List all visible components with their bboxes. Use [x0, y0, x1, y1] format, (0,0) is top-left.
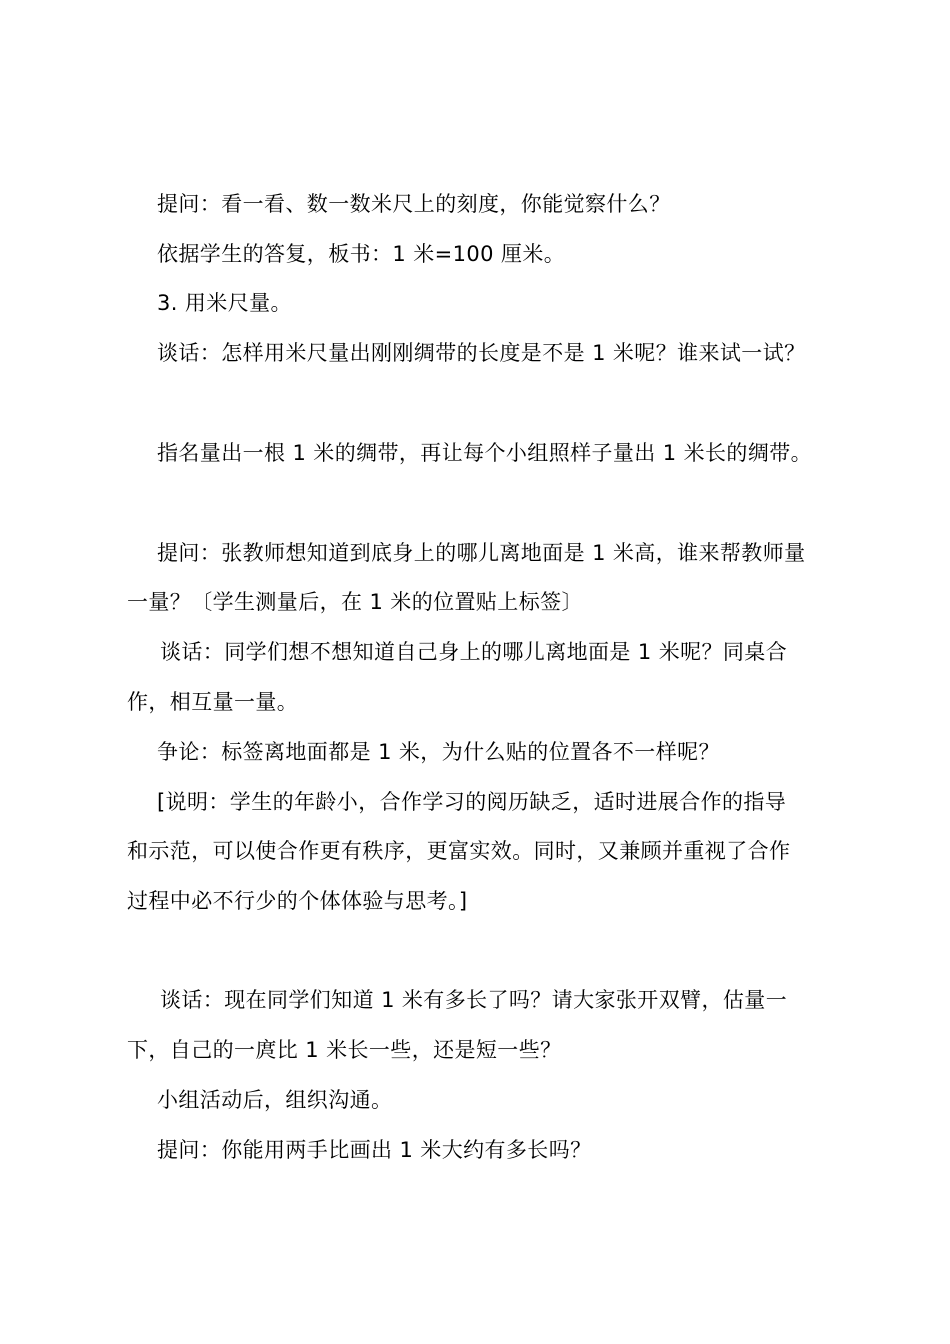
text-line-note-cont-2: 过程中必不行少的个体体验与思考。] — [127, 889, 468, 913]
text-line-question-teacher-cont: 一量？〔学生测量后，在 1 米的位置贴上标签〕 — [127, 590, 583, 614]
text-line-question-ruler-marks: 提问：看一看、数一数米尺上的刻度，你能觉察什么？ — [157, 192, 671, 216]
text-line-talk-arms: 谈话：现在同学们知道 1 米有多长了吗？请大家张开双臂，估量一 — [160, 988, 788, 1012]
text-line-talk-classmates-cont: 作，相互量一量。 — [127, 690, 299, 714]
text-line-discussion: 争论：标签离地面都是 1 米，为什么贴的位置各不一样呢？ — [157, 740, 720, 764]
text-line-question-teacher: 提问：张教师想知道到底身上的哪儿离地面是 1 米高，谁来帮教师量 — [157, 541, 806, 565]
text-line-talk-arms-cont: 下，自己的一庹比 1 米长一些，还是短一些？ — [127, 1038, 562, 1062]
text-line-note-cont-1: 和示范，可以使合作更有秩序，更富实效。同时，又兼顾并重视了合作 — [127, 839, 791, 863]
section-heading-measure: 3. 用米尺量。 — [157, 291, 292, 315]
text-line-talk-classmates: 谈话：同学们想不想知道自己身上的哪儿离地面是 1 米呢？同桌合 — [160, 640, 788, 664]
text-line-talk-ribbon: 谈话：怎样用米尺量出刚刚绸带的长度是不是 1 米呢？谁来试一试？ — [157, 341, 806, 365]
text-line-measure-ribbon: 指名量出一根 1 米的绸带，再让每个小组照样子量出 1 米长的绸带。 — [157, 441, 813, 465]
text-line-group-activity: 小组活动后，组织沟通。 — [157, 1088, 393, 1112]
text-line-question-hands: 提问：你能用两手比画出 1 米大约有多长吗？ — [157, 1138, 592, 1162]
text-line-board-note: 依据学生的答复，板书：1 米=100 厘米。 — [157, 242, 566, 266]
text-line-note: [说明：学生的年龄小，合作学习的阅历缺乏，适时进展合作的指导 — [157, 790, 787, 814]
